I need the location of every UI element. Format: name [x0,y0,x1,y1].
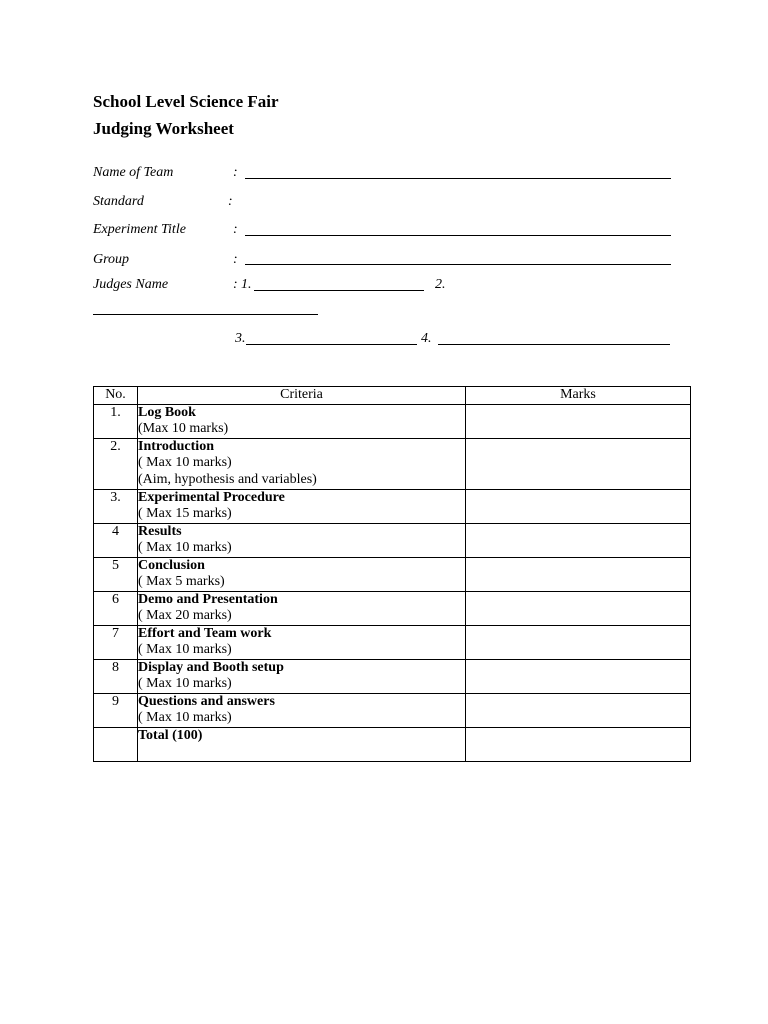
judge-3-field[interactable] [246,344,417,345]
criteria-cell [138,523,466,557]
marks-cell[interactable] [466,659,691,693]
criteria-detail: ( Max 5 marks) [138,574,225,589]
marks-cell[interactable] [466,625,691,659]
judge-2-number: 2. [435,277,446,292]
marks-cell[interactable] [466,523,691,557]
row-number: 8 [94,659,138,693]
judge-4-number: 4. [421,331,432,346]
criteria-name: Demo and Presentation [138,591,278,607]
row-number: 2. [94,438,138,489]
criteria-detail: (Aim, hypothesis and variables) [138,471,317,487]
row-number: 5 [94,557,138,591]
standard-colon: : [228,194,233,209]
header-criteria: Criteria [138,387,466,405]
table-row [94,404,691,438]
row-number: 6 [94,591,138,625]
judges-name-label: Judges Name [93,277,169,292]
experiment-title-field[interactable] [245,235,671,236]
group-colon: : [233,252,238,267]
table-row [94,693,691,727]
marks-cell[interactable] [466,693,691,727]
table-row [94,591,691,625]
criteria-detail: (Max 10 marks) [138,421,229,436]
page-subtitle: Judging Worksheet [93,119,234,138]
name-of-team-colon: : [233,165,238,180]
criteria-detail: ( Max 10 marks) [138,455,232,470]
marks-cell[interactable] [466,591,691,625]
judge-1-number: 1. [241,277,252,292]
criteria-name: Log Book [138,404,196,420]
criteria-name: Questions and answers [138,693,275,709]
header-marks: Marks [466,387,691,405]
table-row-total [94,727,691,761]
criteria-cell [138,659,466,693]
table-header-row [94,387,691,405]
header-no: No. [94,387,138,405]
criteria-name: Effort and Team work [138,625,272,641]
name-of-team-label: Name of Team [93,165,174,180]
name-of-team-field[interactable] [245,178,671,179]
row-number: 9 [94,693,138,727]
criteria-cell [138,727,466,761]
criteria-name: Introduction [138,438,214,454]
criteria-detail: ( Max 10 marks) [138,540,232,555]
criteria-detail: ( Max 15 marks) [138,506,232,521]
row-number [94,727,138,761]
table-row [94,557,691,591]
criteria-cell [138,591,466,625]
criteria-cell [138,404,466,438]
table-row [94,625,691,659]
judge-1-field[interactable] [254,290,424,291]
experiment-title-label: Experiment Title [93,222,186,237]
table-row [94,659,691,693]
criteria-detail: ( Max 20 marks) [138,608,232,623]
criteria-detail: ( Max 10 marks) [138,642,232,657]
experiment-title-colon: : [233,222,238,237]
row-number: 4 [94,523,138,557]
criteria-cell [138,693,466,727]
table-row [94,523,691,557]
criteria-detail: ( Max 10 marks) [138,710,232,725]
criteria-name: Results [138,523,182,539]
criteria-detail: ( Max 10 marks) [138,676,232,691]
criteria-name: Conclusion [138,557,205,573]
criteria-cell [138,489,466,523]
judges-name-colon: : [233,277,238,292]
total-label: Total (100) [138,727,203,743]
table-row [94,489,691,523]
table-row [94,438,691,489]
marks-cell[interactable] [466,438,691,489]
judge-4-field[interactable] [438,344,670,345]
criteria-name: Display and Booth setup [138,659,284,675]
marks-cell[interactable] [466,489,691,523]
criteria-table [93,386,691,762]
criteria-cell [138,557,466,591]
group-field[interactable] [245,264,671,265]
criteria-cell [138,438,466,489]
standard-label: Standard [93,194,144,209]
judge-3-number: 3. [235,331,246,346]
criteria-cell [138,625,466,659]
marks-cell[interactable] [466,404,691,438]
row-number: 7 [94,625,138,659]
group-label: Group [93,252,130,267]
total-marks-cell[interactable] [466,727,691,761]
row-number: 3. [94,489,138,523]
criteria-name: Experimental Procedure [138,489,285,505]
marks-cell[interactable] [466,557,691,591]
page-title: School Level Science Fair [93,92,279,111]
row-number: 1. [94,404,138,438]
judge-2-field[interactable] [93,314,318,315]
